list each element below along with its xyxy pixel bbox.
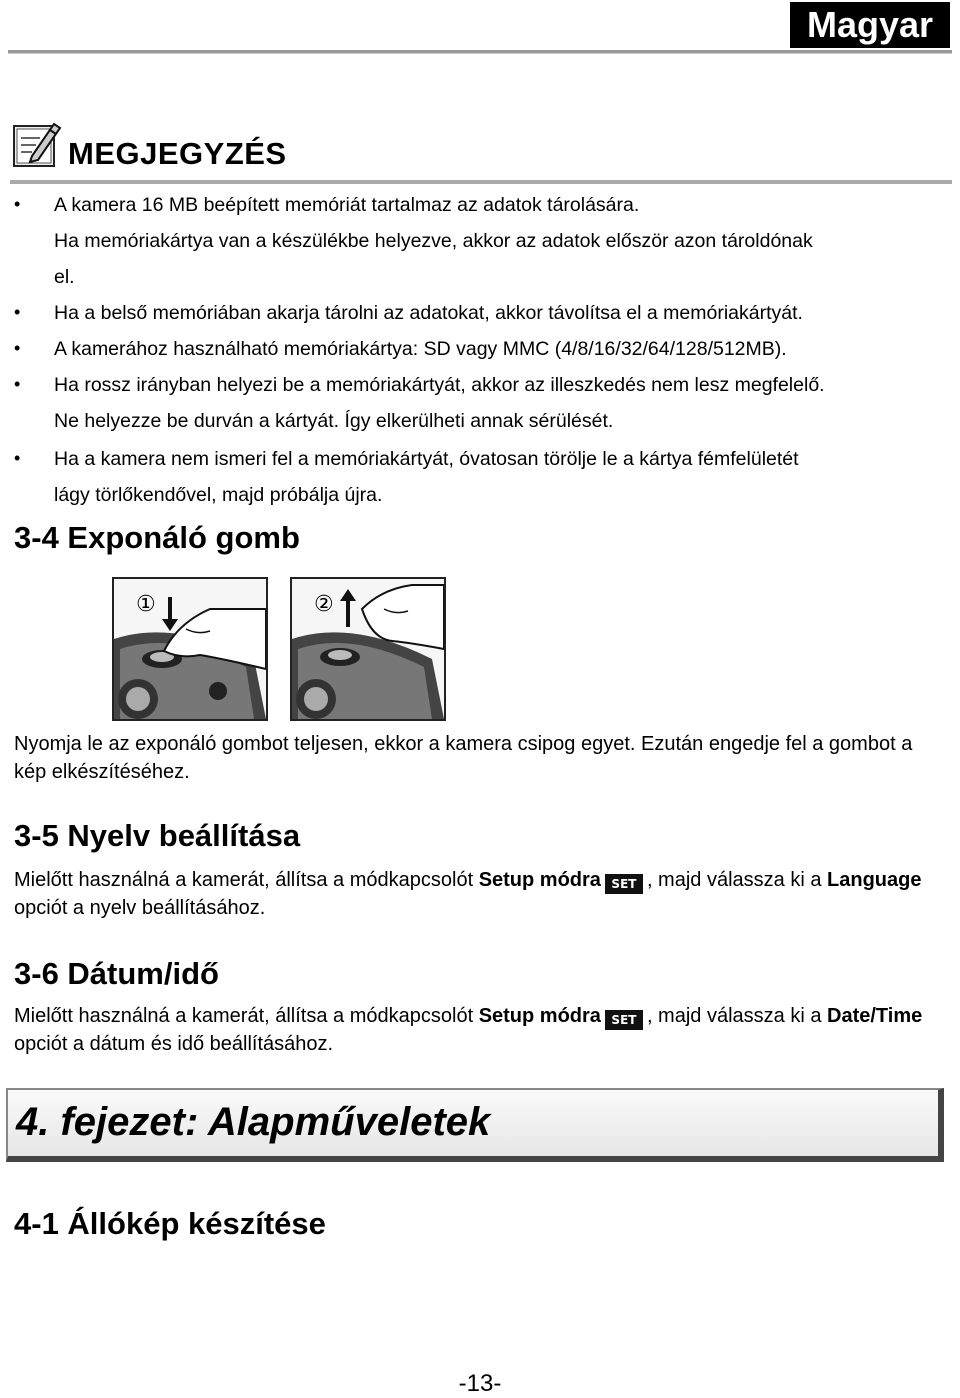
text-run: Mielőtt használná a kamerát, állítsa a módkapcsolót [14, 869, 479, 891]
section-3-5-text [14, 866, 949, 922]
text-run: opciót a dátum és idő beállításához. [14, 1033, 334, 1055]
text-run: , majd válassza ki a [646, 1005, 828, 1027]
note-line: lágy törlőkendővel, majd próbálja újra. [54, 484, 383, 506]
bullet-dot: • [14, 194, 21, 214]
bullet-dot: • [14, 302, 21, 322]
language-option-label: Language [827, 869, 922, 891]
section-3-4-text: Nyomja le az exponáló gombot teljesen, ekkor a kamera csipog egyet. Ezután engedje fel a gombot a kép elkészítéséhez. [14, 733, 913, 783]
note-line: Ne helyezze be durván a kártyát. Így elkerülheti annak sérülését. [54, 410, 614, 432]
shutter-photo-2 [290, 577, 446, 721]
bullet-dot: • [14, 338, 21, 358]
date-time-option-label: Date/Time [827, 1005, 923, 1027]
text-run: , majd válassza ki a [646, 869, 828, 891]
note-line: Ha a belső memóriában akarja tárolni az adatokat, akkor távolítsa el a memóriakártyát. [54, 302, 803, 324]
note-title: MEGJEGYZÉS [68, 136, 287, 171]
note-line: A kamera 16 MB beépített memóriát tartalmaz az adatok tárolására. [54, 194, 640, 216]
text-run: Mielőtt használná a kamerát, állítsa a módkapcsolót [14, 1005, 479, 1027]
chapter-title: 4. fejezet: Alapműveletek [16, 1100, 491, 1144]
step-label-2: ② [314, 591, 334, 616]
note-header [10, 118, 952, 184]
set-mode-icon: SET [605, 874, 643, 894]
bullet-dot: • [14, 374, 21, 394]
section-3-4-title: 3-4 Exponáló gomb [14, 520, 300, 555]
note-line: Ha a kamera nem ismeri fel a memóriakártyát, óvatosan törölje le a kártya fémfelületét [54, 448, 799, 470]
note-line: Ha memóriakártya van a készülékbe helyezve, akkor az adatok először azon tároldónak [54, 230, 813, 252]
language-tab: Magyar [790, 2, 950, 48]
section-4-1-title: 4-1 Állókép készítése [14, 1206, 326, 1241]
note-line: Ha rossz irányban helyezi be a memóriakártyát, akkor az illeszkedés nem lesz megfelelő. [54, 374, 825, 396]
section-3-6-title: 3-6 Dátum/idő [14, 956, 219, 991]
section-3-6-text [14, 1002, 949, 1058]
note-line: A kamerához használható memóriakártya: SD vagy MMC (4/8/16/32/64/128/512MB). [54, 338, 787, 360]
setup-mode-label: Setup módra [478, 869, 601, 891]
shutter-photo-1 [112, 577, 268, 721]
section-3-5-title: 3-5 Nyelv beállítása [14, 818, 301, 853]
step-label-1: ① [136, 591, 156, 616]
setup-mode-label: Setup módra [478, 1005, 601, 1027]
text-run: opciót a nyelv beállításához. [14, 897, 266, 919]
bullet-dot: • [14, 448, 21, 468]
note-pencil-icon [10, 118, 62, 170]
chapter-banner [6, 1088, 944, 1162]
page-number: -13- [458, 1370, 502, 1397]
top-rule [8, 50, 952, 54]
note-line: el. [54, 266, 75, 288]
set-mode-icon: SET [605, 1010, 643, 1030]
